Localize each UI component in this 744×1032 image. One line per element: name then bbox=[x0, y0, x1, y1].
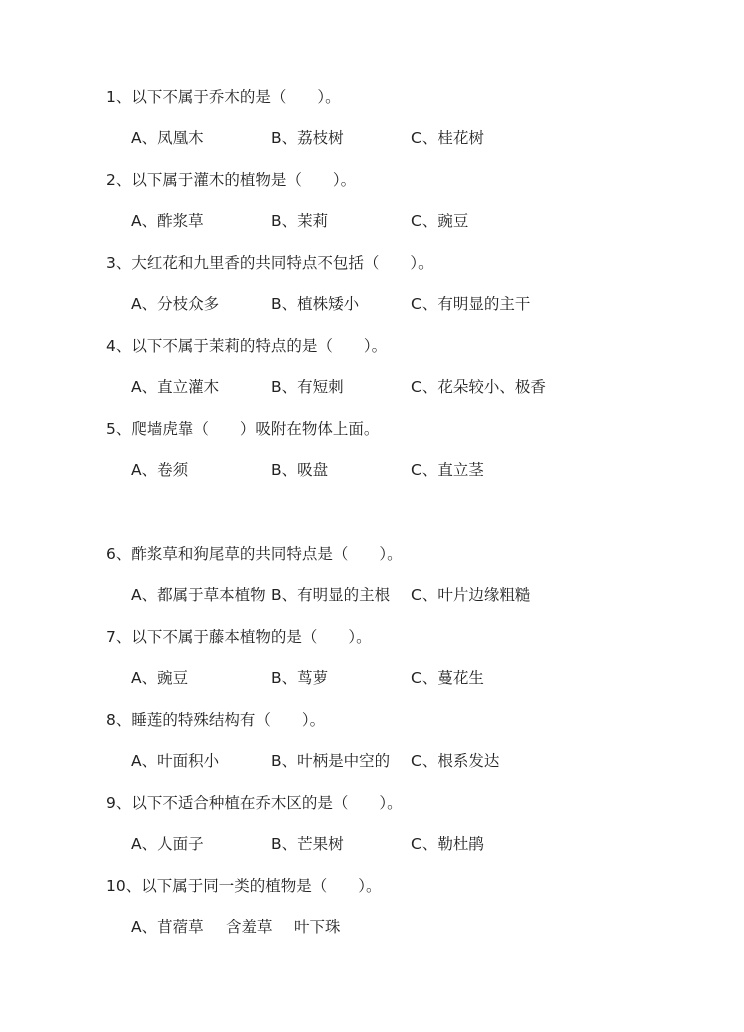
option-c: C、有明显的主干 bbox=[411, 295, 531, 313]
options-7 bbox=[131, 667, 691, 689]
option-b: B、有明显的主根 bbox=[271, 586, 391, 604]
option-c: C、勒杜鹃 bbox=[411, 835, 484, 853]
option-b: B、吸盘 bbox=[271, 461, 329, 479]
option-c: C、豌豆 bbox=[411, 212, 469, 230]
option-b: B、芒果树 bbox=[271, 835, 344, 853]
option-item-2: 含羞草 bbox=[226, 918, 273, 936]
question-1: 1、以下不属于乔木的是（ ）。 bbox=[106, 88, 341, 106]
option-b: B、荔枝树 bbox=[271, 129, 344, 147]
option-item-3: 叶下珠 bbox=[294, 918, 341, 936]
option-a: A、凤凰木 bbox=[131, 129, 204, 147]
option-a: A、卷须 bbox=[131, 461, 189, 479]
question-7: 7、以下不属于藤本植物的是（ ）。 bbox=[106, 628, 372, 646]
option-b: B、有短刺 bbox=[271, 378, 344, 396]
option-b: B、叶柄是中空的 bbox=[271, 752, 391, 770]
option-b: B、植株矮小 bbox=[271, 295, 360, 313]
option-c: C、花朵较小、极香 bbox=[411, 378, 546, 396]
options-8 bbox=[131, 750, 691, 772]
question-3: 3、大红花和九里香的共同特点不包括（ ）。 bbox=[106, 254, 434, 272]
question-10: 10、以下属于同一类的植物是（ ）。 bbox=[106, 877, 382, 895]
question-6: 6、酢浆草和狗尾草的共同特点是（ ）。 bbox=[106, 545, 403, 563]
options-9 bbox=[131, 833, 691, 855]
options-6 bbox=[131, 584, 691, 606]
option-a: A、直立灌木 bbox=[131, 378, 220, 396]
options-5 bbox=[131, 459, 691, 481]
option-c: C、蔓花生 bbox=[411, 669, 484, 687]
option-a: A、豌豆 bbox=[131, 669, 189, 687]
options-4 bbox=[131, 376, 691, 398]
question-8: 8、睡莲的特殊结构有（ ）。 bbox=[106, 711, 326, 729]
option-c: C、桂花树 bbox=[411, 129, 484, 147]
option-c: C、直立茎 bbox=[411, 461, 484, 479]
question-9: 9、以下不适合种植在乔木区的是（ ）。 bbox=[106, 794, 403, 812]
options-10 bbox=[131, 916, 691, 938]
option-a: A、分枝众多 bbox=[131, 295, 220, 313]
option-a: A、都属于草本植物 bbox=[131, 586, 266, 604]
question-2: 2、以下属于灌木的植物是（ ）。 bbox=[106, 171, 357, 189]
option-b: B、茉莉 bbox=[271, 212, 329, 230]
option-c: C、根系发达 bbox=[411, 752, 500, 770]
options-2 bbox=[131, 210, 691, 232]
option-a: A、苜蓿草 bbox=[131, 918, 204, 936]
option-c: C、叶片边缘粗糙 bbox=[411, 586, 531, 604]
option-a: A、叶面积小 bbox=[131, 752, 220, 770]
question-4: 4、以下不属于茉莉的特点的是（ ）。 bbox=[106, 337, 388, 355]
options-1 bbox=[131, 127, 691, 149]
options-3 bbox=[131, 293, 691, 315]
option-a: A、人面子 bbox=[131, 835, 204, 853]
option-a: A、酢浆草 bbox=[131, 212, 204, 230]
option-b: B、茑萝 bbox=[271, 669, 329, 687]
question-5: 5、爬墙虎靠（ ）吸附在物体上面。 bbox=[106, 420, 380, 438]
